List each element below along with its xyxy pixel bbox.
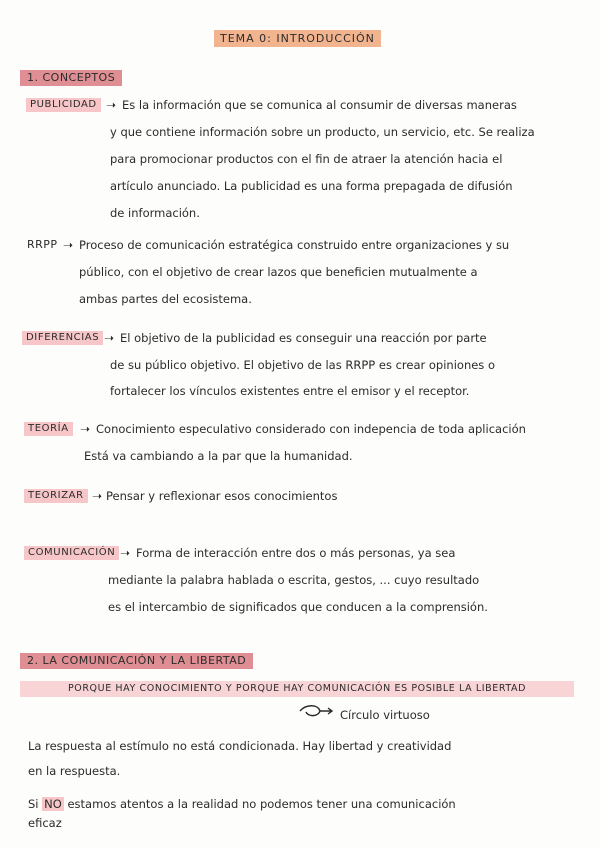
paragraph-text: Si [28, 797, 39, 811]
paragraph-line: eficaz [28, 816, 62, 830]
arrow-icon: ➝ [92, 489, 103, 503]
arrow-icon: ➝ [120, 546, 131, 560]
definition-line: Pensar y reflexionar esos conocimientos [106, 489, 338, 503]
definition-line: Está va cambiando a la par que la humanidad. [84, 449, 353, 463]
definition-line: artículo anunciado. La publicidad es una forma prepagada de difusión [110, 179, 513, 193]
term-rrpp: RRPP [27, 238, 58, 251]
term-comunicacion: COMUNICACIÓN [24, 546, 119, 560]
definition-line: Proceso de comunicación estratégica construido entre organizaciones y su [79, 238, 510, 252]
term-diferencias: DIFERENCIAS [22, 331, 103, 345]
paragraph-line: La respuesta al estímulo no está condicionada. Hay libertad y creatividad [28, 739, 452, 753]
paragraph-line: en la respuesta. [28, 764, 121, 778]
term-teorizar: TEORIZAR [24, 489, 88, 503]
definition-line: El objetivo de la publicidad es conseguir una reacción por parte [120, 331, 487, 345]
definition-line: Es la información que se comunica al consumir de diversas maneras [122, 98, 517, 112]
definition-line: fortalecer los vínculos existentes entre el emisor y el receptor. [110, 384, 470, 398]
definition-line: público, con el objetivo de crear lazos que beneficien mutualmente a [79, 265, 478, 279]
highlight-banner: PORQUE HAY CONOCIMIENTO Y PORQUE HAY COMUNICACIÓN ES POSIBLE LA LIBERTAD [20, 681, 574, 697]
arrow-icon: ➝ [80, 422, 91, 436]
definition-line: de información. [110, 206, 200, 220]
arrow-icon: ➝ [104, 331, 115, 345]
section-heading-conceptos: 1. CONCEPTOS [20, 70, 122, 86]
term-publicidad: PUBLICIDAD [26, 98, 101, 112]
highlight-no: NO [44, 797, 62, 811]
circle-label: Círculo virtuoso [340, 708, 430, 722]
paragraph-text: estamos atentos a la realidad no podemos tener una comunicación [67, 797, 456, 811]
section-heading-comunicacion-libertad: 2. LA COMUNICACIÓN Y LA LIBERTAD [20, 653, 253, 669]
arrow-icon: ➝ [106, 98, 117, 112]
curved-arrow-icon [296, 702, 336, 720]
arrow-icon: ➝ [63, 238, 74, 252]
definition-line: para promocionar productos con el fin de atraer la atención hacia el [110, 152, 503, 166]
definition-line: Conocimiento especulativo considerado con indepencia de toda aplicación [96, 422, 526, 436]
definition-line: Forma de interacción entre dos o más personas, ya sea [136, 546, 456, 560]
definition-line: ambas partes del ecosistema. [79, 292, 252, 306]
definition-line: mediante la palabra hablada o escrita, gestos, ... cuyo resultado [108, 573, 480, 587]
definition-line: es el intercambio de significados que conducen a la comprensión. [108, 600, 488, 614]
definition-line: de su público objetivo. El objetivo de las RRPP es crear opiniones o [110, 358, 495, 372]
page-title: TEMA 0: INTRODUCCIÓN [214, 30, 381, 47]
definition-line: y que contiene información sobre un producto, un servicio, etc. Se realiza [110, 125, 535, 139]
paragraph-line [28, 797, 456, 811]
term-teoria: TEORÍA [24, 422, 73, 436]
